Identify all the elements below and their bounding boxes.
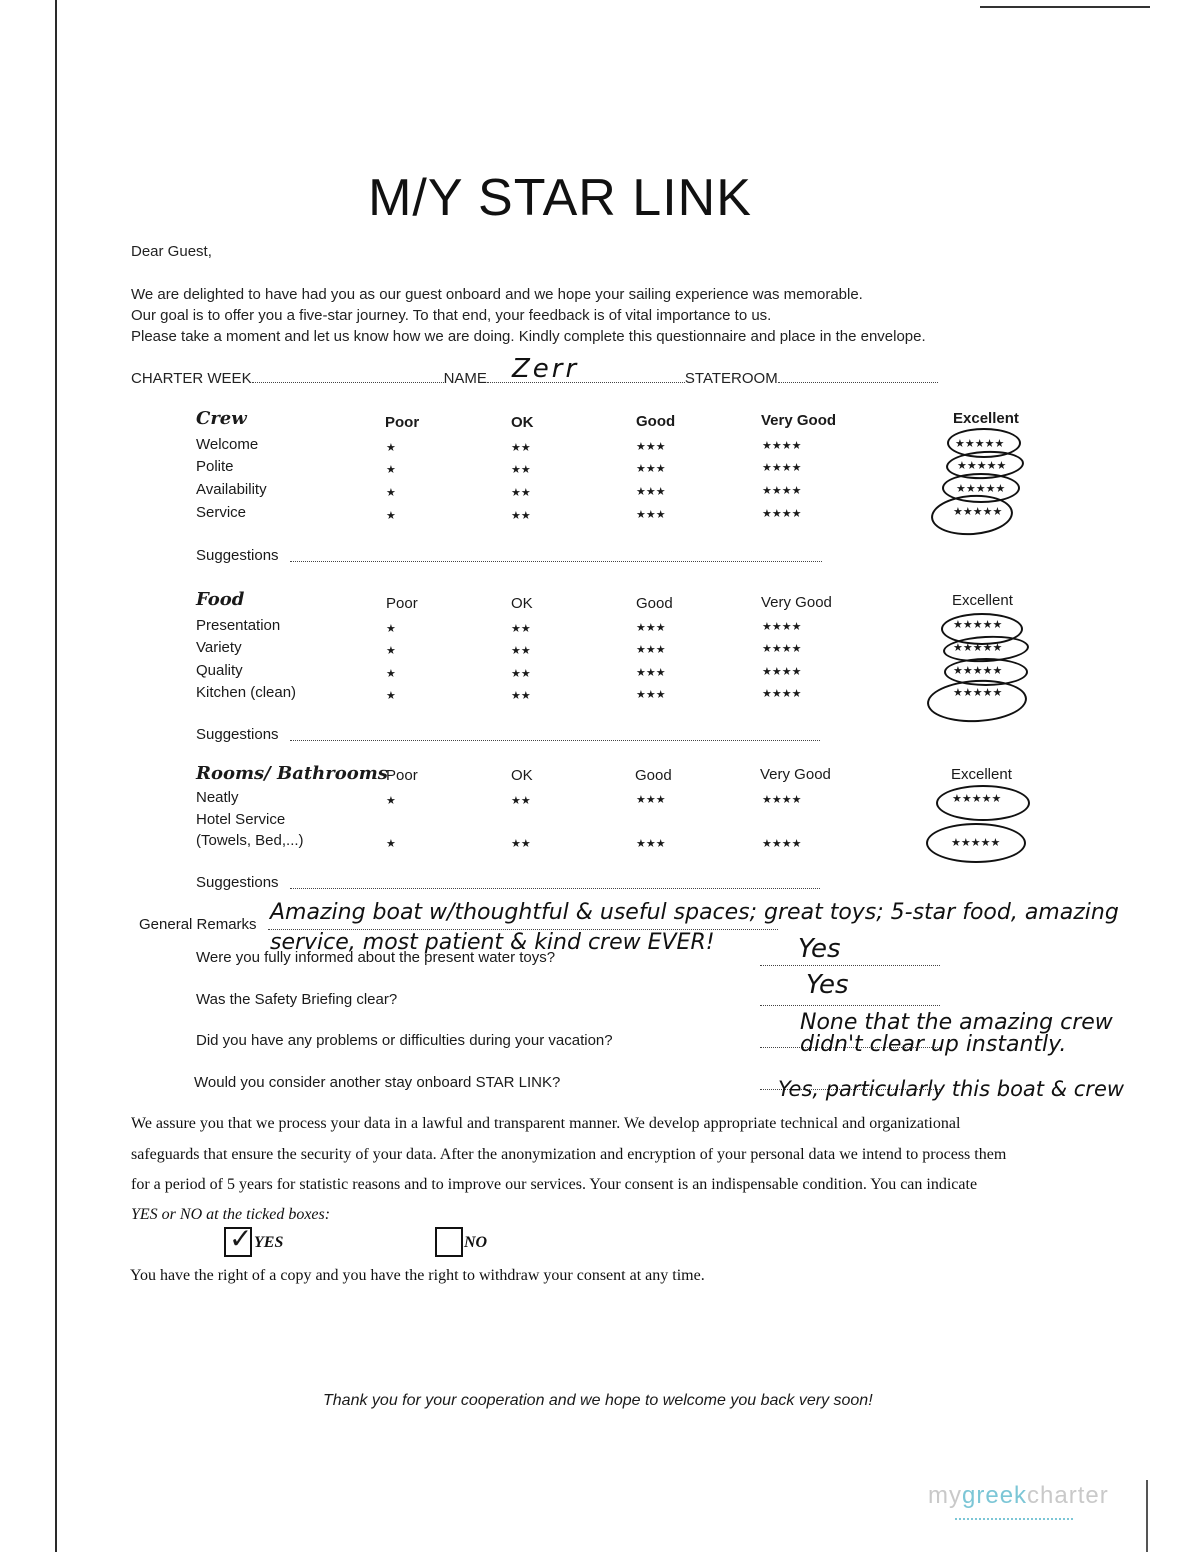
rating-4-star[interactable]: ★★★★: [762, 838, 802, 850]
document-title: M/Y STAR LINK: [368, 169, 752, 227]
answer-water-toys: Yes: [798, 934, 841, 964]
rating-3-star[interactable]: ★★★: [636, 689, 666, 701]
charter-week-input[interactable]: [252, 370, 444, 383]
rating-1-star[interactable]: ★: [386, 510, 396, 522]
row-label-polite: Polite: [196, 458, 234, 475]
rating-1-star[interactable]: ★: [386, 645, 396, 657]
intro-line-3: Please take a moment and let us know how we are doing. Kindly complete this questionnaire and place in the envelope.: [131, 328, 926, 345]
rating-3-star[interactable]: ★★★: [636, 644, 666, 656]
intro-line-1: We are delighted to have had you as our guest onboard and we hope your sailing experience was memorable.: [131, 286, 863, 303]
rating-4-star[interactable]: ★★★★: [762, 462, 802, 474]
consent-no-checkbox[interactable]: [435, 1227, 463, 1257]
privacy-line-4: YES or NO at the ticked boxes:: [131, 1206, 331, 1223]
selection-circle: [926, 823, 1026, 863]
row-label-neatly: Neatly: [196, 789, 239, 806]
page-edge-right: [1146, 1480, 1148, 1552]
wave-icon: [955, 1512, 1073, 1520]
selection-circle: [926, 677, 1028, 724]
suggestions-input-rooms[interactable]: [290, 876, 820, 889]
rating-2-star[interactable]: ★★: [511, 838, 531, 850]
rating-4-star[interactable]: ★★★★: [762, 508, 802, 520]
rating-2-star[interactable]: ★★: [511, 442, 531, 454]
rating-1-star[interactable]: ★: [386, 668, 396, 680]
rating-1-star[interactable]: ★: [386, 838, 396, 850]
rating-2-star[interactable]: ★★: [511, 623, 531, 635]
question-another-stay: Would you consider another stay onboard STAR LINK?: [194, 1074, 561, 1091]
rating-3-star[interactable]: ★★★: [636, 509, 666, 521]
col-ok: OK: [511, 595, 533, 612]
col-good: Good: [636, 413, 676, 430]
answer-line-safety[interactable]: [760, 993, 940, 1006]
watermark-part-1: my: [928, 1482, 962, 1509]
col-good: Good: [636, 595, 673, 612]
answer-safety-briefing: Yes: [806, 970, 849, 1000]
rating-5-star[interactable]: ★★★★★: [953, 687, 1003, 699]
rating-1-star[interactable]: ★: [386, 442, 396, 454]
watermark-part-2: greek: [962, 1482, 1028, 1509]
rating-1-star[interactable]: ★: [386, 487, 396, 499]
rating-2-star[interactable]: ★★: [511, 510, 531, 522]
rating-5-star[interactable]: ★★★★★: [953, 665, 1003, 677]
general-remarks-handwritten: Amazing boat w/thoughtful & useful spaces; great toys; 5-star food, amazing service, most patient & kind crew EVER!: [270, 900, 1119, 955]
rating-4-star[interactable]: ★★★★: [762, 666, 802, 678]
intro-line-2: Our goal is to offer you a five-star journey. To that end, your feedback is of vital importance to us.: [131, 307, 772, 324]
checkmark-icon: ✓: [229, 1222, 253, 1255]
col-very-good: Very Good: [761, 594, 832, 611]
row-label-service: Service: [196, 504, 247, 521]
row-label-variety: Variety: [196, 639, 242, 656]
rights-text: You have the right of a copy and you have the right to withdraw your consent at any time.: [130, 1267, 705, 1284]
stateroom-input[interactable]: [778, 370, 938, 383]
row-label-hotel-service: Hotel Service: [196, 811, 286, 828]
suggestions-input-crew[interactable]: [290, 549, 822, 562]
rating-2-star[interactable]: ★★: [511, 464, 531, 476]
col-good: Good: [635, 767, 672, 784]
page-edge: [55, 0, 57, 1552]
consent-no-label: NO: [464, 1234, 488, 1251]
row-label-presentation: Presentation: [196, 617, 281, 634]
rating-4-star[interactable]: ★★★★: [762, 794, 802, 806]
selection-circle: [936, 785, 1030, 821]
suggestions-label-food: Suggestions: [196, 726, 279, 743]
suggestions-input-food[interactable]: [290, 728, 820, 741]
greeting: Dear Guest,: [131, 243, 212, 260]
rating-1-star[interactable]: ★: [386, 464, 396, 476]
rating-5-star[interactable]: ★★★★★: [952, 793, 1002, 805]
stateroom-label: STATEROOM: [684, 370, 778, 387]
col-excellent: Excellent: [951, 766, 1012, 783]
row-label-towels-bed: (Towels, Bed,...): [196, 832, 304, 849]
rating-1-star[interactable]: ★: [386, 690, 396, 702]
rating-3-star[interactable]: ★★★: [636, 838, 666, 850]
privacy-line-3: for a period of 5 years for statistic reasons and to improve our services. Your consent is an indispensable condition. You can indicate: [131, 1176, 978, 1193]
col-poor: Poor: [386, 595, 418, 612]
rating-5-star[interactable]: ★★★★★: [957, 460, 1007, 472]
watermark-logo: [928, 1482, 1109, 1510]
general-remarks-label: General Remarks: [139, 916, 257, 933]
scan-artifact-line: [980, 6, 1150, 8]
rating-2-star[interactable]: ★★: [511, 795, 531, 807]
rating-5-star[interactable]: ★★★★★: [953, 619, 1003, 631]
rating-4-star[interactable]: ★★★★: [762, 485, 802, 497]
row-label-kitchen: Kitchen (clean): [196, 684, 297, 701]
rating-4-star[interactable]: ★★★★: [762, 643, 802, 655]
rating-2-star[interactable]: ★★: [511, 645, 531, 657]
col-excellent: Excellent: [953, 410, 1019, 427]
rating-3-star[interactable]: ★★★: [636, 463, 666, 475]
answer-another-stay: Yes, particularly this boat & crew: [778, 1077, 1125, 1101]
col-poor: Poor: [385, 414, 420, 431]
name-label: NAME: [443, 370, 487, 387]
rating-3-star[interactable]: ★★★: [636, 486, 666, 498]
suggestions-label-crew: Suggestions: [196, 547, 279, 564]
rating-3-star[interactable]: ★★★: [636, 667, 666, 679]
rating-3-star[interactable]: ★★★: [636, 622, 666, 634]
selection-circle: [930, 492, 1015, 538]
thank-you-note: Thank you for your cooperation and we hope to welcome you back very soon!: [323, 1392, 873, 1409]
col-poor: Poor: [386, 767, 418, 784]
section-title-food: Food: [196, 589, 245, 610]
row-label-welcome: Welcome: [196, 436, 259, 453]
privacy-line-2: safeguards that ensure the security of your data. After the anonymization and encryption of your personal data we intend to process them: [131, 1146, 1007, 1163]
rating-1-star[interactable]: ★: [386, 795, 396, 807]
section-title-crew: Crew: [196, 408, 247, 429]
question-problems: Did you have any problems or difficulties during your vacation?: [196, 1032, 613, 1049]
col-very-good: Very Good: [760, 766, 831, 783]
question-water-toys: Were you fully informed about the present water toys?: [196, 949, 556, 966]
section-title-rooms: Rooms/ Bathrooms: [196, 763, 388, 784]
row-label-availability: Availability: [196, 481, 267, 498]
answer-problems: None that the amazing crew didn't clear up instantly.: [800, 1010, 1113, 1057]
consent-yes-label: YES: [254, 1234, 284, 1251]
answer-line-water-toys[interactable]: [760, 953, 940, 966]
col-ok: OK: [511, 767, 533, 784]
rating-3-star[interactable]: ★★★: [636, 441, 666, 453]
watermark-part-3: charter: [1027, 1482, 1109, 1509]
rating-5-star[interactable]: ★★★★★: [955, 438, 1005, 450]
rating-1-star[interactable]: ★: [386, 623, 396, 635]
rating-4-star[interactable]: ★★★★: [762, 688, 802, 700]
charter-week-label: CHARTER WEEK: [131, 370, 252, 387]
question-safety-briefing: Was the Safety Briefing clear?: [196, 991, 398, 1008]
rating-5-star[interactable]: ★★★★★: [956, 483, 1006, 495]
rating-5-star[interactable]: ★★★★★: [953, 506, 1003, 518]
col-very-good: Very Good: [761, 412, 837, 429]
col-ok: OK: [511, 414, 534, 431]
rating-3-star[interactable]: ★★★: [636, 794, 666, 806]
rating-4-star[interactable]: ★★★★: [762, 440, 802, 452]
privacy-line-1: We assure you that we process your data in a lawful and transparent manner. We develop appropriate technical and organizational: [131, 1115, 961, 1132]
rating-2-star[interactable]: ★★: [511, 487, 531, 499]
suggestions-label-rooms: Suggestions: [196, 874, 279, 891]
rating-4-star[interactable]: ★★★★: [762, 621, 802, 633]
col-excellent: Excellent: [952, 592, 1013, 609]
name-handwritten: Zerr: [512, 354, 580, 384]
row-label-quality: Quality: [196, 662, 243, 679]
rating-5-star[interactable]: ★★★★★: [953, 642, 1003, 654]
rating-5-star[interactable]: ★★★★★: [951, 837, 1001, 849]
rating-2-star[interactable]: ★★: [511, 668, 531, 680]
rating-2-star[interactable]: ★★: [511, 690, 531, 702]
